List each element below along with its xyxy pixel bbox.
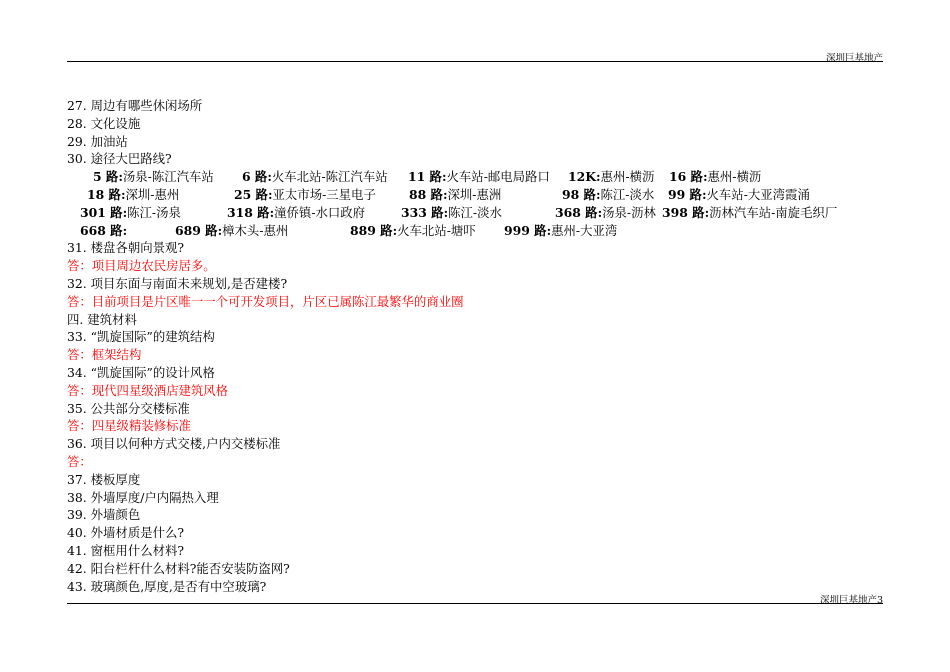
- bus-route-stops: 汤泉-陈江汽车站: [122, 169, 214, 185]
- question-30: 30. 途径大巴路线?: [67, 151, 172, 167]
- header-rule: [67, 61, 883, 62]
- answer-36: 答：: [67, 453, 92, 469]
- bus-route-number: 5 路:: [93, 169, 123, 185]
- answer-33: 答：框架结构: [67, 347, 142, 363]
- bus-route-stops: 亚太市场-三星电子: [272, 186, 376, 202]
- bus-route: [93, 168, 214, 186]
- bus-route-stops: 樟木头-惠州: [222, 222, 289, 238]
- question-39: 39. 外墙颜色: [67, 507, 141, 523]
- bus-route: [669, 168, 761, 186]
- bus-route-stops: 火车北站-陈江汽车站: [271, 169, 388, 185]
- bus-route-stops: 火车站-邮电局路口: [446, 169, 550, 185]
- bus-route-number: 25 路:: [234, 186, 273, 202]
- bus-route: [80, 222, 127, 240]
- page-header: 深圳巨基地产: [825, 53, 883, 64]
- question-31: 31. 楼盘各朝向景观?: [67, 240, 185, 256]
- question-29: 29. 加油站: [67, 133, 128, 149]
- bus-route-number: 88 路:: [409, 186, 448, 202]
- section-heading: 四. 建筑材料: [67, 311, 137, 327]
- bus-route-stops: 汤泉-沥林: [602, 204, 656, 220]
- bus-route-number: 18 路:: [87, 186, 126, 202]
- bus-route: [80, 204, 181, 222]
- question-42: 42. 阳台栏杆什么材料?能否安装防盗网?: [67, 560, 290, 576]
- bus-route: [227, 204, 365, 222]
- bus-route-number: 318 路:: [227, 204, 275, 220]
- bus-route: [242, 168, 388, 186]
- bus-route: [408, 168, 550, 186]
- bus-route-number: 333 路:: [401, 204, 449, 220]
- bus-route-stops: 火车北站-塘吓: [397, 222, 476, 238]
- bus-route-stops: 深圳-惠州: [125, 186, 180, 202]
- bus-route: [555, 204, 656, 222]
- question-27: 27. 周边有哪些休闲场所: [67, 98, 203, 113]
- footer-rule: [67, 603, 883, 604]
- bus-route-number: 6 路:: [242, 169, 272, 185]
- bus-route-number: 99 路:: [668, 186, 707, 202]
- bus-route-number: 689 路:: [175, 222, 223, 238]
- question-32: 32. 项目东面与南面未来规划,是否建楼?: [67, 275, 288, 291]
- bus-route: [504, 222, 617, 240]
- bus-route-stops: 深圳-惠洲: [447, 186, 502, 202]
- bus-route-number: 999 路:: [504, 222, 552, 238]
- bus-route-stops: 火车站-大亚湾霞涌: [706, 186, 810, 202]
- bus-route-number: 889 路:: [350, 222, 398, 238]
- page-footer: 深圳巨基地产3: [819, 595, 883, 606]
- question-41: 41. 窗框用什么材料?: [67, 542, 185, 558]
- answer-34: 答：现代四星级酒店建筑风格: [67, 382, 229, 398]
- bus-route-number: 301 路:: [80, 204, 128, 220]
- bus-row-4: [67, 222, 883, 240]
- bus-route-stops: 陈江-汤泉: [127, 204, 181, 220]
- bus-route-stops: 潼侨镇-水口政府: [274, 204, 366, 220]
- question-33: 33. “凯旋国际”的建筑结构: [67, 329, 215, 345]
- bus-row-1: [67, 168, 883, 186]
- bus-route-number: 368 路:: [555, 204, 603, 220]
- bus-route: [662, 204, 837, 222]
- question-28: 28. 文化设施: [67, 115, 141, 131]
- bus-route: [668, 186, 810, 204]
- bus-route-number: 98 路:: [562, 186, 601, 202]
- document-body: [67, 97, 883, 595]
- bus-route: [568, 168, 654, 186]
- bus-route-stops: 沥林汽车站-南旋毛织厂: [709, 204, 838, 220]
- bus-route-stops: 陈江-淡水: [600, 186, 655, 202]
- question-34: 34. “凯旋国际”的设计风格: [67, 364, 215, 380]
- bus-route-stops: 惠州-大亚湾: [551, 222, 618, 238]
- bus-route-number: 668 路:: [80, 222, 128, 238]
- bus-route: [409, 186, 501, 204]
- bus-route-number: 16 路:: [669, 169, 708, 185]
- question-43: 43. 玻璃颜色,厚度,是否有中空玻璃?: [67, 578, 267, 594]
- question-37: 37. 楼板厚度: [67, 471, 141, 487]
- question-35: 35. 公共部分交楼标准: [67, 400, 190, 416]
- bus-route-stops: 惠州-横沥: [707, 169, 762, 185]
- bus-route: [175, 222, 288, 240]
- bus-route-number: 398 路:: [662, 204, 710, 220]
- answer-31: 答：项目周边农民房居多。: [67, 258, 216, 274]
- answer-35: 答：四星级精装修标准: [67, 418, 191, 434]
- bus-route: [562, 186, 654, 204]
- question-40: 40. 外墙材质是什么?: [67, 525, 185, 541]
- bus-route: [401, 204, 502, 222]
- question-38: 38. 外墙厚度/户内隔热入理: [67, 489, 219, 505]
- bus-route-number: 11 路:: [408, 169, 447, 185]
- bus-row-2: [67, 186, 883, 204]
- bus-route-stops: 陈江-淡水: [448, 204, 502, 220]
- bus-route: [87, 186, 179, 204]
- bus-route-stops: 惠州-横沥: [600, 169, 655, 185]
- answer-32: 答：目前项目是片区唯一一个可开发项目，片区已属陈江最繁华的商业圈: [67, 293, 464, 309]
- bus-route: [234, 186, 376, 204]
- bus-route: [350, 222, 476, 240]
- question-36: 36. 项目以何种方式交楼,户内交楼标准: [67, 436, 281, 452]
- bus-row-3: [67, 204, 883, 222]
- bus-route-number: 12K:: [568, 169, 601, 185]
